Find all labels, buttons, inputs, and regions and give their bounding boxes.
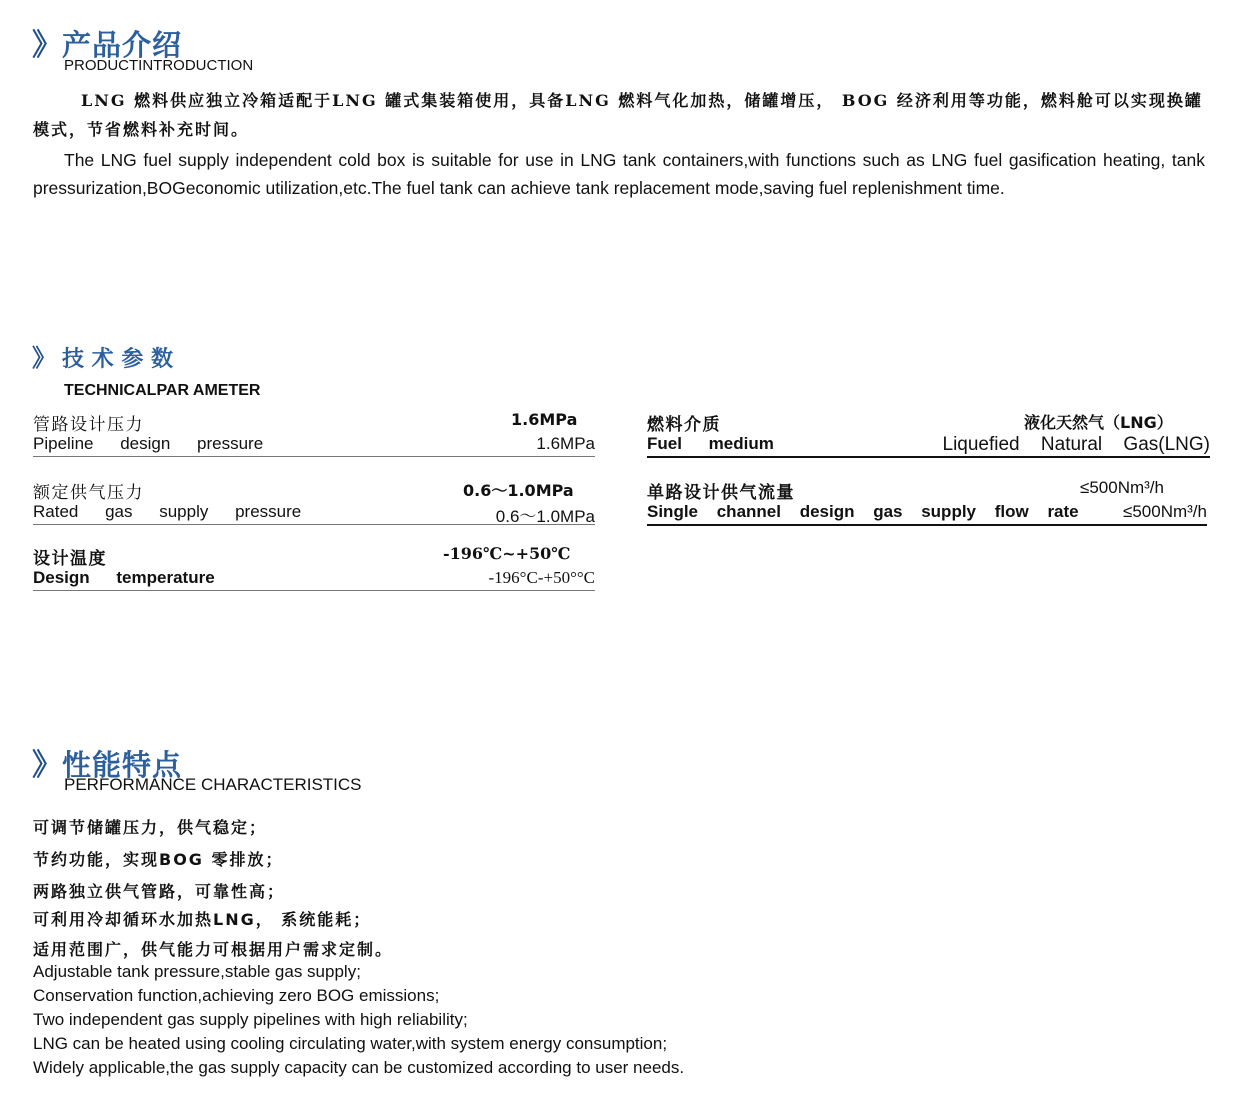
- param-value-en: ≤500Nm³/h: [1123, 502, 1207, 521]
- param-label-cn: 额定供气压力: [33, 483, 144, 503]
- param-label-en: Rated gas supply pressure: [33, 502, 302, 521]
- param-label-en: Design temperature: [33, 568, 215, 587]
- double-chevron-right-icon: 》: [32, 28, 62, 63]
- param-label-cn: 单路设计供气流量: [647, 483, 795, 503]
- param-value-en: 0.6～1.0MPa: [495, 507, 595, 526]
- list-item: 可调节储罐压力，供气稳定；: [33, 818, 268, 837]
- param-label-en: Fuel medium: [647, 434, 774, 453]
- param-value-en: -196°C-+50°°C: [488, 568, 595, 587]
- divider: [33, 456, 595, 457]
- list-item: Conservation function,achieving zero BOG emissions;: [33, 986, 440, 1005]
- divider: [647, 524, 1207, 526]
- list-item: 节约功能，实现BOG 零排放；: [33, 850, 284, 869]
- param-label-cn: 设计温度: [33, 549, 107, 569]
- technical-title: 技 术 参 数: [62, 347, 173, 372]
- double-chevron-right-icon: 》: [32, 748, 62, 783]
- param-label-en: Pipeline design pressure: [33, 434, 264, 453]
- param-fuel-medium: [647, 410, 1210, 458]
- param-value-en: 1.6MPa: [536, 434, 595, 453]
- product-intro-subtitle: PRODUCTINTRODUCTION: [64, 57, 254, 74]
- list-item: 两路独立供气管路，可靠性高；: [33, 882, 286, 901]
- param-value-en: Liquefied Natural Gas(LNG): [942, 434, 1210, 455]
- param-value-cn: 0.6～1.0MPa: [463, 481, 574, 500]
- performance-subtitle: PERFORMANCE CHARACTERISTICS: [64, 775, 362, 794]
- product-intro-text-en: The LNG fuel supply independent cold box is suitable for use in LNG tank containers,with functions such as LNG fuel gasification heating, tank pressurization,BOGeconomic utilization,etc.The fuel tank can achieve tank replacement mode,saving fuel replenishment time.: [33, 150, 1205, 198]
- param-label-en: Single channel design gas supply flow rate: [647, 502, 1079, 521]
- param-flow-rate: [647, 478, 1207, 526]
- list-item: LNG can be heated using cooling circulating water,with system energy consumption;: [33, 1034, 668, 1053]
- list-item: Widely applicable,the gas supply capacity can be customized according to user needs.: [33, 1058, 685, 1077]
- product-intro-title: 产品介绍: [62, 28, 183, 62]
- double-chevron-right-icon: 》: [32, 344, 56, 372]
- list-item: Adjustable tank pressure,stable gas supply;: [33, 962, 361, 981]
- param-design-temperature: [33, 544, 595, 592]
- param-rated-pressure: [33, 478, 595, 526]
- param-label-cn: 燃料介质: [647, 415, 721, 435]
- param-value-cn: 1.6MPa: [511, 410, 578, 429]
- list-item: 可利用冷却循环水加热LNG， 系统能耗；: [33, 910, 372, 929]
- technical-heading: [32, 338, 173, 373]
- param-pipeline-pressure: [33, 410, 595, 458]
- param-value-cn: ≤500Nm³/h: [1080, 478, 1164, 497]
- list-item: 适用范围广，供气能力可根据用户需求定制。: [33, 940, 394, 959]
- param-value-cn: 液化天然气（LNG）: [1024, 413, 1173, 432]
- divider: [33, 524, 595, 525]
- performance-title: 性能特点: [62, 748, 183, 782]
- technical-subtitle: TECHNICALPAR AMETER: [64, 382, 261, 399]
- product-intro-text-cn: LNG 燃料供应独立冷箱适配于LNG 罐式集装箱使用，具备LNG 燃料气化加热，储罐增压， BOG 经济利用等功能，燃料舱可以实现换罐模式，节省燃料补充时间。: [33, 91, 1203, 139]
- divider: [33, 590, 595, 591]
- list-item: Two independent gas supply pipelines with high reliability;: [33, 1010, 468, 1029]
- divider: [647, 456, 1210, 458]
- param-value-cn: -196℃~+50℃: [443, 544, 571, 563]
- param-label-cn: 管路设计压力: [33, 415, 144, 435]
